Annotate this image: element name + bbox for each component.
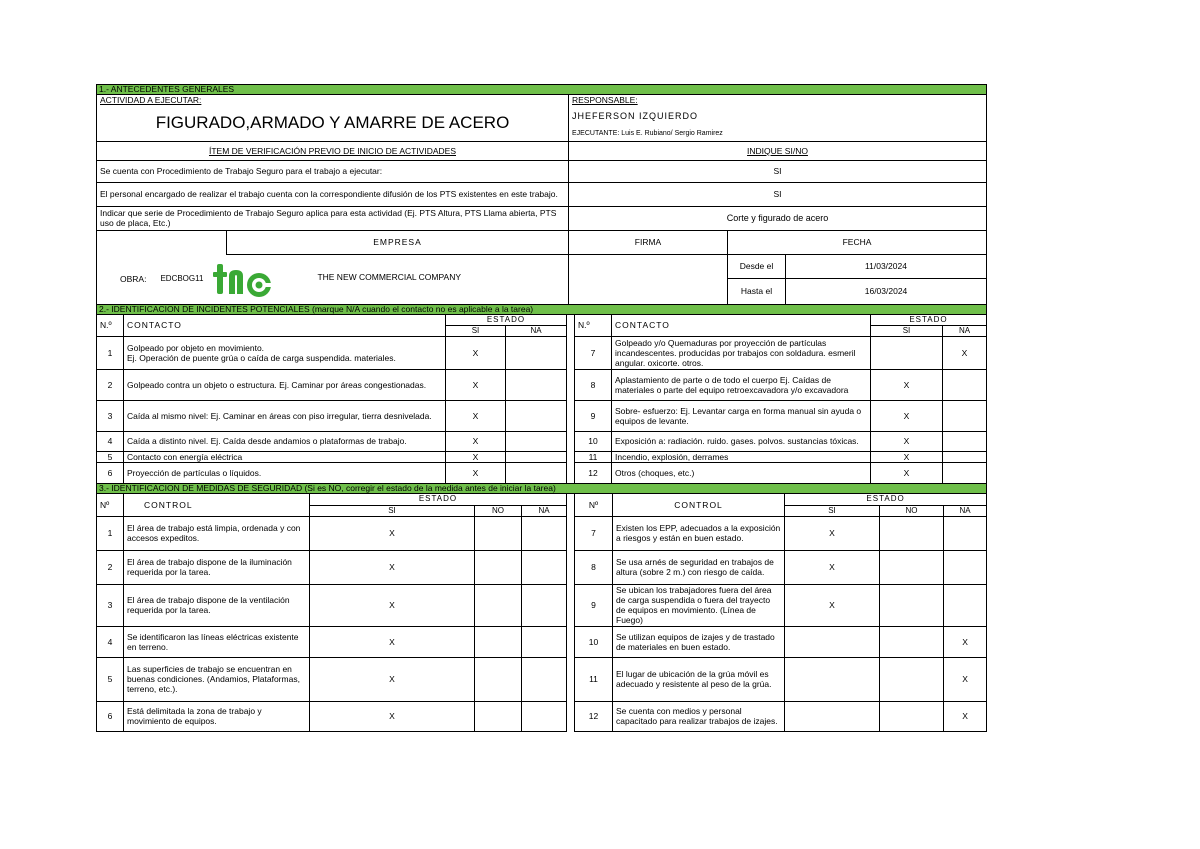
s2-row-si: X xyxy=(446,462,506,483)
s3-row-na: X xyxy=(944,701,987,731)
actividad-label: ACTIVIDAD A EJECUTAR: xyxy=(97,95,569,106)
s2-row-si: X xyxy=(871,400,943,431)
s2-row-na xyxy=(506,336,567,369)
s2-row-text: Golpeado contra un objeto o estructura. Ej. Caminar por áreas congestionadas. xyxy=(124,369,446,400)
s3-col-si-left: SI xyxy=(310,505,475,516)
fecha-header: FECHA xyxy=(728,230,987,254)
s2-row-text: Otros (choques, etc.) xyxy=(612,462,871,483)
responsable-label: RESPONSABLE: xyxy=(569,95,987,106)
s3-row-n: 4 xyxy=(97,626,124,657)
s2-col-na-left: NA xyxy=(506,325,567,336)
s2-col-n-right: N.º xyxy=(575,314,612,336)
s3-row-n: 5 xyxy=(97,657,124,701)
s3-row-no xyxy=(880,701,944,731)
hasta-label: Hasta el xyxy=(728,278,786,304)
s3-row-no xyxy=(475,701,522,731)
s2-row-si: X xyxy=(871,369,943,400)
s2-row-n: 12 xyxy=(575,462,612,483)
s3-row-no xyxy=(880,657,944,701)
s2-row-na xyxy=(506,400,567,431)
actividad-value: FIGURADO,ARMADO Y AMARRE DE ACERO xyxy=(97,105,569,141)
company-name: THE NEW COMMERCIAL COMPANY xyxy=(317,272,461,282)
s3-row-na xyxy=(522,626,567,657)
s2-row-si: X xyxy=(871,451,943,462)
obra-value: EDCBOG11 xyxy=(160,274,204,283)
section-1-table xyxy=(96,84,987,315)
s2-row-si: X xyxy=(446,369,506,400)
s3-row-text: El lugar de ubicación de la grúa móvil es adecuado y resistente al peso de la grúa. xyxy=(613,657,785,701)
s3-row-si: X xyxy=(310,701,475,731)
s2-row-na xyxy=(943,451,987,462)
item-2-answer: SI xyxy=(569,182,987,206)
s3-row-si: X xyxy=(785,550,880,584)
s2-row-si: X xyxy=(446,431,506,451)
item-1-answer: SI xyxy=(569,160,987,182)
s3-row-text: Existen los EPP, adecuados a la exposición a riesgos y están en buen estado. xyxy=(613,516,785,550)
s3-row-si: X xyxy=(310,584,475,626)
s3-row-no xyxy=(880,516,944,550)
s2-row-text: Incendio, explosión, derrames xyxy=(612,451,871,462)
s2-col-contacto-right: CONTACTO xyxy=(612,314,871,336)
s3-row-na xyxy=(944,516,987,550)
s3-row-na: X xyxy=(944,626,987,657)
s2-row-na xyxy=(506,462,567,483)
s2-row-na xyxy=(506,431,567,451)
s3-row-no xyxy=(880,584,944,626)
s3-col-estado-right: ESTADO xyxy=(785,493,987,505)
s3-row-text: El área de trabajo dispone de la iluminación requerida por la tarea. xyxy=(124,550,310,584)
s2-row-n: 7 xyxy=(575,336,612,369)
s3-row-n: 10 xyxy=(575,626,613,657)
s2-row-text: Aplastamiento de parte o de todo el cuerpo Ej. Caídas de materiales o parte del equipo retroexcavadora y/o excavadora xyxy=(612,369,871,400)
s3-row-na: X xyxy=(944,657,987,701)
s3-row-na xyxy=(944,584,987,626)
s3-row-si xyxy=(785,657,880,701)
s2-row-text: Caída a distinto nivel. Ej. Caída desde andamios o plataformas de trabajo. xyxy=(124,431,446,451)
s3-row-no xyxy=(475,516,522,550)
s3-row-text: Las superficies de trabajo se encuentran en buenas condiciones. (Andamios, Plataformas, terreno, etc.). xyxy=(124,657,310,701)
company-logo-icon xyxy=(213,258,273,300)
s2-row-na xyxy=(506,451,567,462)
s3-row-text: Se cuenta con medios y personal capacitado para realizar trabajos de izajes. xyxy=(613,701,785,731)
s2-row-n: 4 xyxy=(97,431,124,451)
desde-value: 11/03/2024 xyxy=(786,254,987,278)
s3-row-text: El área de trabajo está limpia, ordenada y con accesos expeditos. xyxy=(124,516,310,550)
s3-col-estado-left: ESTADO xyxy=(310,493,567,505)
s3-row-no xyxy=(475,626,522,657)
s3-row-no xyxy=(475,584,522,626)
s3-row-n: 7 xyxy=(575,516,613,550)
s2-row-text: Golpeado y/o Quemaduras por proyección de partículas incandescentes. producidas por trabajos con soldadura. esmeril angular. oxicorte. otros. xyxy=(612,336,871,369)
s2-row-text: Contacto con energía eléctrica xyxy=(124,451,446,462)
s3-row-na xyxy=(522,657,567,701)
s3-col-n-left: Nº xyxy=(97,493,124,516)
s2-row-n: 8 xyxy=(575,369,612,400)
firma-cell xyxy=(569,254,728,304)
indique-header: INDIQUE SI/NO xyxy=(569,141,987,160)
s2-row-text: Golpeado por objeto en movimiento. Ej. Operación de puente grúa o caída de carga suspendida. materiales. xyxy=(124,336,446,369)
s2-row-n: 3 xyxy=(97,400,124,431)
s3-col-control-left: CONTROL xyxy=(124,493,310,516)
item-3-answer: Corte y figurado de acero xyxy=(569,206,987,230)
s3-row-text: Se utilizan equipos de izajes y de trastado de materiales en buen estado. xyxy=(613,626,785,657)
s3-col-no-left: NO xyxy=(475,505,522,516)
s3-row-si xyxy=(785,701,880,731)
s2-row-n: 2 xyxy=(97,369,124,400)
s3-col-si-right: SI xyxy=(785,505,880,516)
s3-row-na xyxy=(522,550,567,584)
s2-row-si: X xyxy=(871,462,943,483)
s2-row-n: 1 xyxy=(97,336,124,369)
s3-row-text: Se usa arnés de seguridad en trabajos de altura (sobre 2 m.) con riesgo de caída. xyxy=(613,550,785,584)
s2-row-si: X xyxy=(446,400,506,431)
s3-row-n: 3 xyxy=(97,584,124,626)
item-2-text: El personal encargado de realizar el trabajo cuenta con la correspondiente difusión de los PTS existentes en este trabajo. xyxy=(97,182,569,206)
hasta-value: 16/03/2024 xyxy=(786,278,987,304)
s2-row-text: Proyección de partículas o líquidos. xyxy=(124,462,446,483)
s2-row-si: X xyxy=(871,431,943,451)
desde-label: Desde el xyxy=(728,254,786,278)
s3-row-n: 1 xyxy=(97,516,124,550)
checklist-sheet xyxy=(96,84,986,732)
s2-row-na xyxy=(943,400,987,431)
section-3-title: 3.- IDENTIFICACION DE MEDIDAS DE SEGURIDAD (Si es NO, corregir el estado de la medida antes de iniciar la tarea) xyxy=(97,483,987,493)
empresa-header: EMPRESA xyxy=(227,230,569,254)
s3-row-na xyxy=(944,550,987,584)
empresa-cell xyxy=(97,254,569,304)
s3-row-n: 11 xyxy=(575,657,613,701)
section-3-table xyxy=(96,483,987,732)
s3-row-no xyxy=(475,550,522,584)
ejecutante-text: EJECUTANTE: Luis E. Rubiano/ Sergio Ramirez xyxy=(569,127,987,141)
responsable-value: JHEFERSON IZQUIERDO xyxy=(569,105,987,127)
s3-row-si: X xyxy=(310,626,475,657)
s2-row-text: Exposición a: radiación. ruido. gases. polvos. sustancias tóxicas. xyxy=(612,431,871,451)
s2-row-text: Caída al mismo nivel: Ej. Caminar en áreas con piso irregular, tierra desnivelada. xyxy=(124,400,446,431)
s3-row-si: X xyxy=(310,550,475,584)
s2-col-si-right: SI xyxy=(871,325,943,336)
s3-row-si xyxy=(785,626,880,657)
s3-row-no xyxy=(880,626,944,657)
s2-row-n: 6 xyxy=(97,462,124,483)
s2-col-estado-left: ESTADO xyxy=(446,314,567,325)
s3-row-n: 2 xyxy=(97,550,124,584)
s3-row-na xyxy=(522,516,567,550)
s2-row-na xyxy=(506,369,567,400)
s3-col-n-right: Nº xyxy=(575,493,613,516)
s3-col-na-right: NA xyxy=(944,505,987,516)
s3-row-si: X xyxy=(310,657,475,701)
s2-row-na: X xyxy=(943,336,987,369)
section-1-title: 1.- ANTECEDENTES GENERALES xyxy=(97,85,987,95)
item-header: ÍTEM DE VERIFICACIÓN PREVIO DE INICIO DE ACTIVIDADES xyxy=(97,141,569,160)
s2-row-si: X xyxy=(446,451,506,462)
s2-row-n: 9 xyxy=(575,400,612,431)
s3-col-na-left: NA xyxy=(522,505,567,516)
s3-row-no xyxy=(475,657,522,701)
s3-row-na xyxy=(522,584,567,626)
s2-row-text: Sobre- esfuerzo: Ej. Levantar carga en forma manual sin ayuda o equipos de levante. xyxy=(612,400,871,431)
s3-row-si: X xyxy=(785,584,880,626)
s3-row-si: X xyxy=(785,516,880,550)
s3-col-no-right: NO xyxy=(880,505,944,516)
s3-row-na xyxy=(522,701,567,731)
s3-row-n: 9 xyxy=(575,584,613,626)
s2-col-n-left: N.º xyxy=(97,314,124,336)
s2-col-estado-right: ESTADO xyxy=(871,314,987,325)
s2-col-contacto-left: CONTACTO xyxy=(124,314,446,336)
s2-col-na-right: NA xyxy=(943,325,987,336)
s3-row-text: El área de trabajo dispone de la ventilación requerida por la tarea. xyxy=(124,584,310,626)
obra-label: OBRA: xyxy=(120,274,147,284)
s2-row-si xyxy=(871,336,943,369)
item-1-text: Se cuenta con Procedimiento de Trabajo Seguro para el trabajo a ejecutar: xyxy=(97,160,569,182)
section-2-title: 2.- IDENTIFICACION DE INCIDENTES POTENCIALES (marque N/A cuando el contacto no es aplicable a la tarea) xyxy=(97,304,987,314)
s2-row-na xyxy=(943,369,987,400)
s3-row-n: 8 xyxy=(575,550,613,584)
s2-row-na xyxy=(943,431,987,451)
s3-row-n: 6 xyxy=(97,701,124,731)
s2-row-n: 5 xyxy=(97,451,124,462)
s3-row-text: Está delimitada la zona de trabajo y movimiento de equipos. xyxy=(124,701,310,731)
s2-row-n: 10 xyxy=(575,431,612,451)
s2-row-n: 11 xyxy=(575,451,612,462)
s3-row-no xyxy=(880,550,944,584)
s3-row-text: Se identificaron las líneas eléctricas existente en terreno. xyxy=(124,626,310,657)
section-2-table xyxy=(96,314,987,484)
s3-col-control-right: CONTROL xyxy=(613,493,785,516)
s3-row-text: Se ubican los trabajadores fuera del área de carga suspendida o fuera del trayecto de equipos en movimiento. (Línea de Fuego) xyxy=(613,584,785,626)
s2-row-na xyxy=(943,462,987,483)
s3-row-n: 12 xyxy=(575,701,613,731)
s2-col-si-left: SI xyxy=(446,325,506,336)
s2-row-si: X xyxy=(446,336,506,369)
firma-header: FIRMA xyxy=(569,230,728,254)
item-3-text: Indicar que serie de Procedimiento de Trabajo Seguro aplica para esta actividad (Ej. PTS Altura, PTS Llama abierta, PTS uso de placa, Etc.) xyxy=(97,206,569,230)
s3-row-si: X xyxy=(310,516,475,550)
